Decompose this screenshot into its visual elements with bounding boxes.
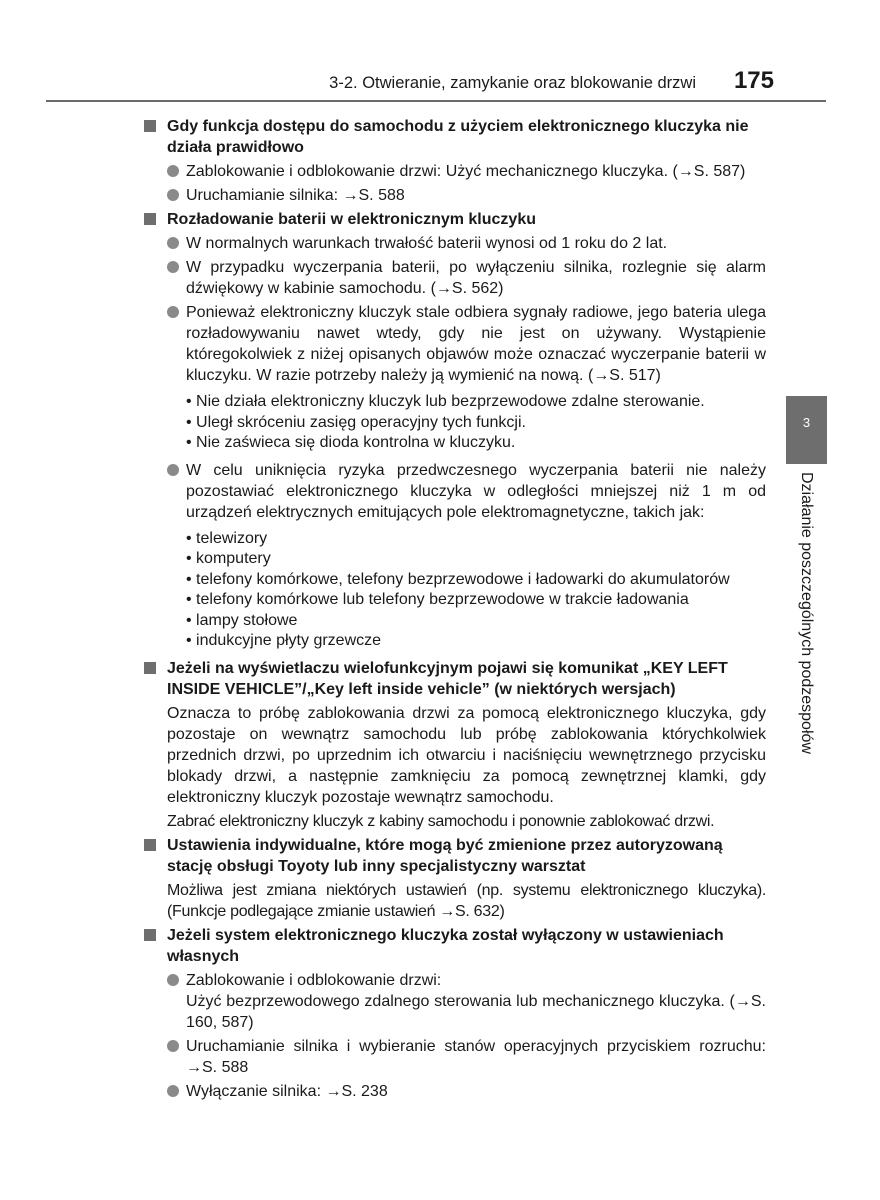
list-item: • telefony komórkowe lub telefony bezprzewodowe w trakcie ładowania <box>186 591 689 608</box>
symptom-list <box>144 392 766 454</box>
section-heading-text: Jeżeli na wyświetlaczu wielofunkcyjnym pojawi się komunikat „KEY LEFT INSIDE VEHICLE”/„Key left inside vehicle” (w niektórych wersjach) <box>167 659 728 698</box>
square-bullet-icon <box>144 929 156 941</box>
circle-bullet-icon <box>167 1040 179 1052</box>
bullet-text: W normalnych warunkach trwałość baterii wynosi od 1 roku do 2 lat. <box>186 235 668 252</box>
bullet-text: Wyłączanie silnika: →S. 238 <box>186 1082 388 1100</box>
bullet-text: Uruchamianie silnika: →S. 588 <box>186 187 405 204</box>
section-heading-text: Rozładowanie baterii w elektronicznym kluczyku <box>167 211 536 228</box>
square-bullet-icon <box>144 839 156 851</box>
bullet-item <box>144 257 766 299</box>
circle-bullet-icon <box>167 306 179 318</box>
circle-bullet-icon <box>167 165 179 177</box>
section-title: 3-2. Otwieranie, zamykanie oraz blokowanie drzwi <box>329 74 696 92</box>
list-item: • lampy stołowe <box>186 611 298 629</box>
section-heading <box>144 209 766 230</box>
section-heading <box>144 116 766 158</box>
list-item: • Uległ skróceniu zasięg operacyjny tych funkcji. <box>186 413 526 431</box>
bullet-text: Ponieważ elektroniczny kluczyk stale odbiera sygnały radiowe, jego bateria ulega rozładowywaniu nawet wtedy, gdy nie jest on używany. Wystąpienie któregokolwiek z niżej opisanych objawów może oznaczać wyczerpanie baterii w kluczyku. W razie potrzeby należy ją wymienić na nową. (→S. 517) <box>186 304 766 384</box>
bullet-text: Uruchamianie silnika i wybieranie stanów operacyjnych przyciskiem rozruchu: →S. 588 <box>186 1037 766 1076</box>
section-heading-text: Gdy funkcja dostępu do samochodu z użyciem elektronicznego kluczyka nie działa prawidłowo <box>167 118 749 156</box>
chapter-label: Działanie poszczególnych podzespołów <box>798 472 815 754</box>
section-heading <box>144 835 766 877</box>
square-bullet-icon <box>144 120 156 132</box>
bullet-item <box>144 460 766 523</box>
bullet-text: Użyć bezprzewodowego zdalnego sterowania lub mechanicznego kluczyka. (→S. 160, 587) <box>186 992 766 1031</box>
section-heading <box>144 925 766 967</box>
bullet-item <box>144 1036 766 1078</box>
bullet-item <box>144 161 766 182</box>
circle-bullet-icon <box>167 261 179 273</box>
circle-bullet-icon <box>167 189 179 201</box>
square-bullet-icon <box>144 213 156 225</box>
page-content <box>144 114 766 1105</box>
paragraph: Możliwa jest zmiana niektórych ustawień (np. systemu elektronicznego kluczyka). (Funkcje podlegające zmianie ustawień →S. 632) <box>167 881 766 920</box>
bullet-item <box>144 302 766 386</box>
bullet-text: Zablokowanie i odblokowanie drzwi: <box>186 971 442 989</box>
bullet-text: Zablokowanie i odblokowanie drzwi: Użyć mechanicznego kluczyka. (→S. 587) <box>186 163 746 180</box>
header-rule <box>46 100 826 102</box>
list-item: • komputery <box>186 550 271 567</box>
square-bullet-icon <box>144 662 156 674</box>
chapter-tab <box>786 396 827 464</box>
page-number: 175 <box>733 67 774 94</box>
list-item: • telefony komórkowe, telefony bezprzewodowe i ładowarki do akumulatorów <box>186 570 730 588</box>
bullet-item <box>144 233 766 254</box>
paragraph: Oznacza to próbę zablokowania drzwi za pomocą elektronicznego kluczyka, gdy pozostaje on wewnątrz samochodu lub próbę zablokowania którychkolwiek przednich drzwi, po uprzednim ich otwarciu i naciśnięciu wewnętrznego przycisku blokady drzwi, a następnie zamknięciu za pomocą zewnętrznej klamki, gdy elektroniczny kluczyk pozostaje wewnątrz samochodu. <box>167 704 766 806</box>
circle-bullet-icon <box>167 974 179 986</box>
bullet-item <box>144 185 766 206</box>
circle-bullet-icon <box>167 1085 179 1097</box>
list-item: • Nie działa elektroniczny kluczyk lub bezprzewodowe zdalne sterowanie. <box>186 393 705 410</box>
chapter-number: 3 <box>802 415 811 430</box>
device-list <box>144 529 766 652</box>
list-item: • telewizory <box>186 529 268 547</box>
bullet-item <box>144 1081 766 1102</box>
section-heading <box>144 658 766 700</box>
section-heading-text: Jeżeli system elektronicznego kluczyka został wyłączony w ustawieniach własnych <box>167 926 724 965</box>
circle-bullet-icon <box>167 464 179 476</box>
paragraph: Zabrać elektroniczny kluczyk z kabiny samochodu i ponownie zablokować drzwi. <box>167 812 715 830</box>
list-item: • Nie zaświeca się dioda kontrolna w kluczyku. <box>186 434 516 451</box>
list-item: • indukcyjne płyty grzewcze <box>186 632 382 649</box>
bullet-text: W celu uniknięcia ryzyka przedwczesnego wyczerpania baterii nie należy pozostawiać elektronicznego kluczyka w odległości mniejszej niż 1 m od urządzeń elektrycznych emitujących pole elektromagnetyczne, takich jak: <box>186 461 766 521</box>
bullet-item <box>144 970 766 1033</box>
section-heading-text: Ustawienia indywidualne, które mogą być zmienione przez autoryzowaną stację obsługi Toyoty lub inny specjalistyczny warsztat <box>167 836 723 875</box>
bullet-text: W przypadku wyczerpania baterii, po wyłączeniu silnika, rozlegnie się alarm dźwiękowy w kabinie samochodu. (→S. 562) <box>186 259 766 297</box>
circle-bullet-icon <box>167 237 179 249</box>
